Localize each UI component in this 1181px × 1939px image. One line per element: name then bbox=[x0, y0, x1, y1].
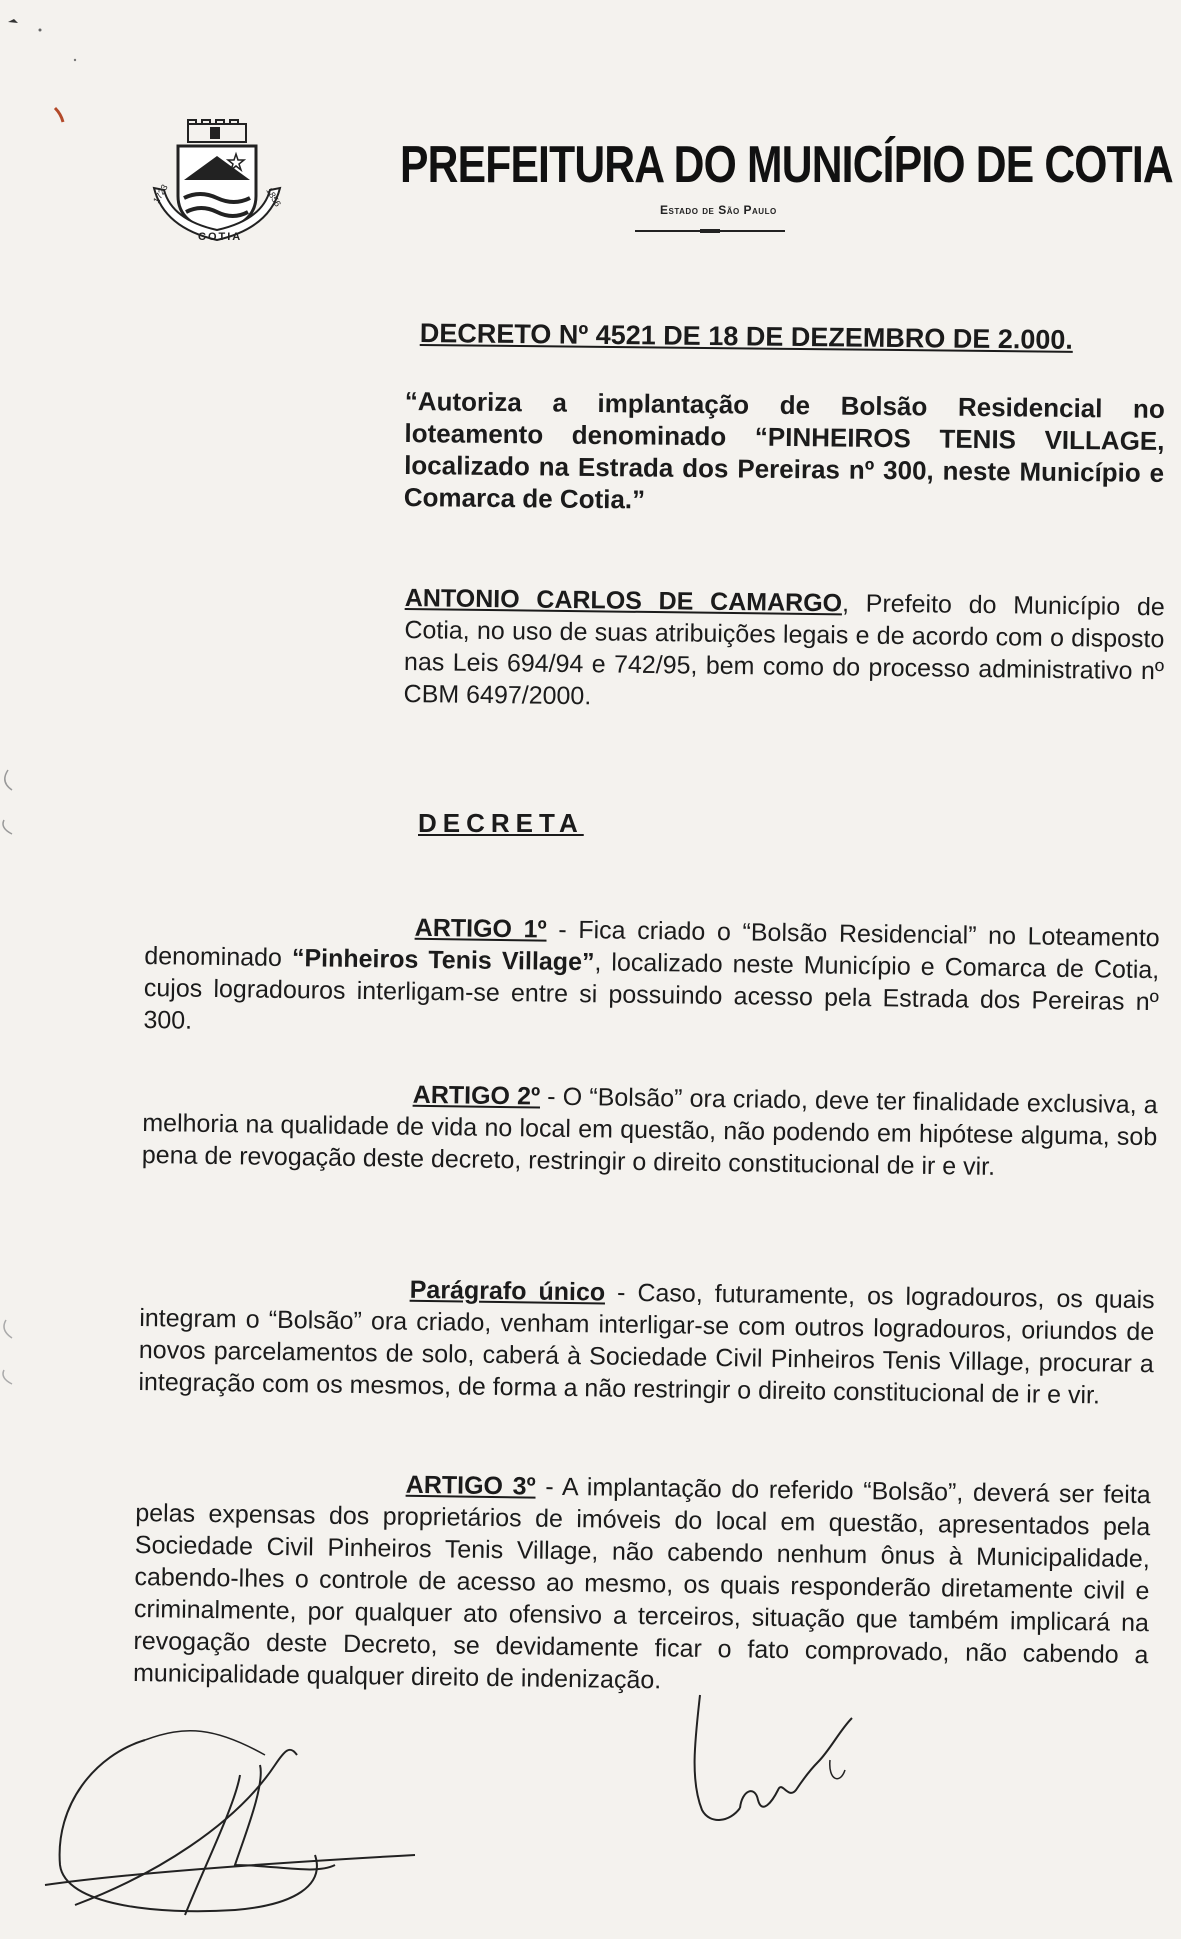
article-1-heading: ARTIGO 1º bbox=[414, 913, 547, 944]
paper-specks bbox=[0, 0, 100, 130]
article-2-text: - O “Bolsão” ora criado, deve ter finalidade exclusiva, a melhoria na qualidade de vida no local em questão, não podendo em hipótese alguma, sob pena de revogação deste decreto, restringir o direito constitucional de ir e vir. bbox=[141, 1082, 1158, 1181]
article-1-bold-name: “Pinheiros Tenis Village” bbox=[291, 944, 595, 977]
article-1 bbox=[143, 908, 1160, 1050]
single-paragraph-heading: Parágrafo único bbox=[409, 1275, 606, 1307]
mayor-name: ANTONIO CARLOS DE CAMARGO bbox=[404, 583, 843, 618]
state-subtitle: Estado de São Paulo bbox=[660, 203, 777, 217]
article-3-text: - A implantação do referido “Bolsão”, deverá ser feita pelas expensas dos proprietários de imóveis do local em questão, apresentados pela Sociedade Civil Pinheiros Tenis Village, não cabendo nenhum ônus à Municipalidade, cabendo-lhes o controle de acesso ao mesmo, os quais responderão diretamente civil e criminalmente, por qualquer ato ofensivo a terceiros, situação que também implicará na revogação deste Decreto, se devidamente ficar o fato comprovado, não cabendo a municipalidade qualquer direito de indenização. bbox=[132, 1472, 1151, 1695]
crest-text: COTIA bbox=[198, 231, 243, 243]
preamble-text: , Prefeito do Município de Cotia, no uso de suas atribuições legais e de acordo com o disposto nas Leis 694/94 e 742/95, bem como do processo administrativo nº CBM 6497/2000. bbox=[403, 589, 1165, 711]
header-divider-mark bbox=[700, 229, 720, 233]
article-1-text-before: - Fica criado o “Bolsão Residencial” no Loteamento denominado bbox=[144, 915, 1160, 973]
crest-year-right: 1856 bbox=[264, 186, 283, 209]
signature-left bbox=[35, 1715, 455, 1930]
margin-marks bbox=[0, 760, 40, 1410]
article-2 bbox=[142, 1075, 1158, 1185]
decree-title: DECRETO Nº 4521 DE 18 DE DEZEMBRO DE 2.000. bbox=[419, 318, 1074, 355]
article-3 bbox=[133, 1465, 1151, 1703]
single-paragraph-text: - Caso, futuramente, os logradouros, os quais integram o “Bolsão” ora criado, venham interligar-se com outros logradouros, oriundos de novos parcelamentos de solo, caberá à Sociedade Civil Pinheiros Tenis Village, procurar a integração com os mesmos, de forma a não restringir o direito constitucional de ir e vir. bbox=[138, 1278, 1155, 1410]
article-2-heading: ARTIGO 2º bbox=[412, 1080, 541, 1111]
crest-year-left: 1723 bbox=[151, 182, 170, 205]
single-paragraph bbox=[138, 1270, 1155, 1412]
cotia-coat-of-arms bbox=[150, 118, 285, 248]
decreta-heading: DECRETA bbox=[418, 808, 584, 838]
article-1-text-after: , localizado neste Município e Comarca de Cotia, cujos logradouros interligam-se entre si possuindo acesso pela Estrada dos Pereiras nº 300. bbox=[143, 948, 1160, 1035]
signature-right bbox=[680, 1690, 880, 1850]
decree-preamble bbox=[403, 582, 1165, 719]
article-3-heading: ARTIGO 3º bbox=[405, 1470, 536, 1501]
municipality-title: PREFEITURA DO MUNICÍPIO DE COTIA bbox=[400, 136, 1173, 194]
decree-summary: “Autoriza a implantação de Bolsão Residencial no loteamento denominado “PINHEIROS TENIS VILLAGE, localizado na Estrada dos Pereiras nº 300, neste Município e Comarca de Cotia.” bbox=[403, 385, 1165, 515]
